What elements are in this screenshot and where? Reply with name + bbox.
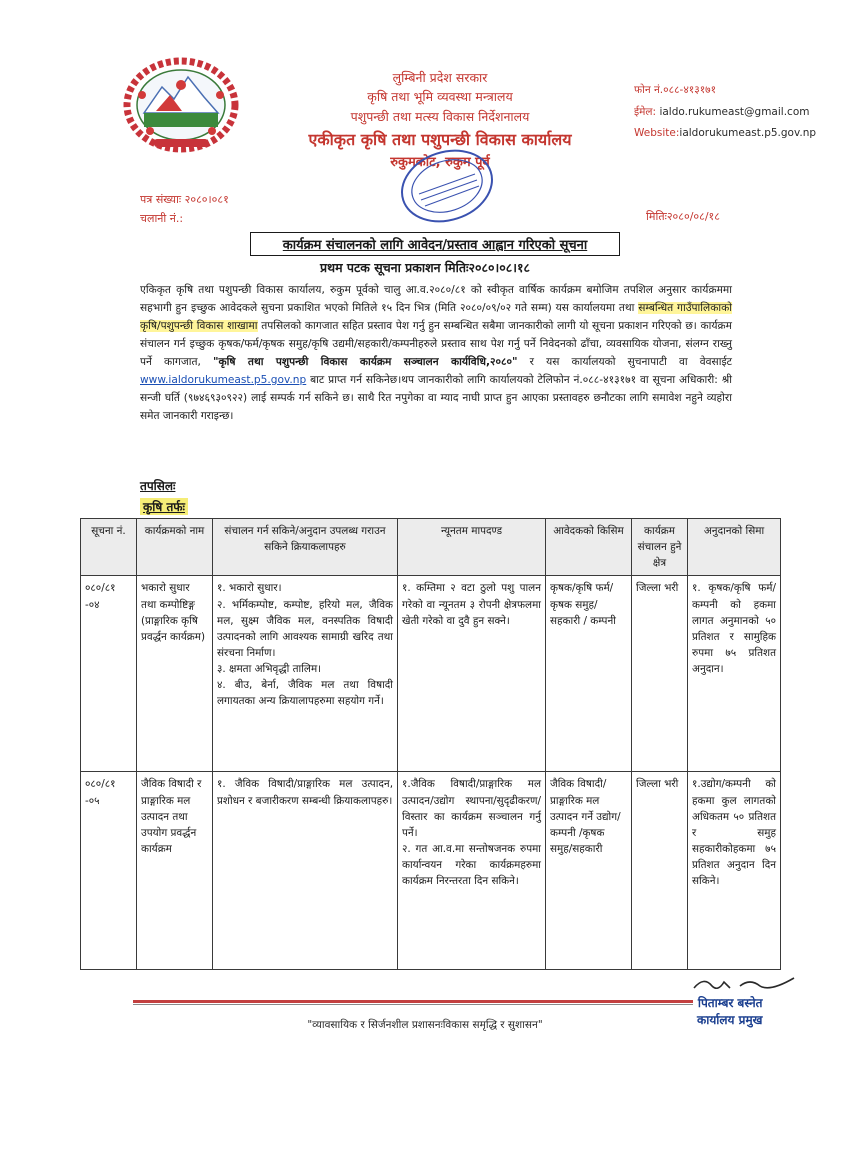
- criteria-cell: [398, 772, 546, 970]
- body-text-part: बाट प्राप्त गर्न सकिनेछ।थप जानकारीको लागि कार्यालयको टेलिफोन नं.०८८-४१३१७१ वा सूचना अधिकारी: श्री सन्जी घर्ति (९७४६९३०९२२) लाई सम्पर्क गर्न सकिने छ। साथै रित नपुगेका वा म्याद नाघी प्राप्त हुन आएका प्रस्तावहरु छनौटका लागि समावेश नहुने व्यहोरा समेत जानकारी गराइन्छ।: [140, 374, 732, 422]
- office-seal-stamp: [365, 148, 515, 230]
- footer-slogan: "व्यावसायिक र सिर्जनशील प्रशासनःविकास समृद्धि र सुशासन": [307, 1019, 543, 1031]
- applicant-type-cell: जैविक विषादी/प्राङ्गारिक मल उत्पादन गर्ने उद्योग/कम्पनी /कृषक समुह/सहकारी: [546, 772, 632, 970]
- government-emblem-icon: [122, 55, 240, 155]
- notice-body: [140, 281, 732, 425]
- column-header: कार्यक्रम संचालन हुने क्षेत्र: [632, 519, 688, 576]
- body-text-part: र यस कार्यालयको सुचनापाटी वा वेवसाईट: [517, 356, 732, 368]
- criteria-item: २. गत आ.व.मा सन्तोषजनक रुपमा कार्यान्वयन गरेका कार्यक्रमहरुमा कार्यक्रम निरन्तरता दिन सकिने।: [402, 842, 541, 888]
- ministry-name: कृषि तथा भूमि व्यवस्था मन्त्रालय: [367, 89, 513, 105]
- criteria-item: १.जैविक विषादी/प्राङ्गारिक मल उत्पादन/उद्योग स्थापना/सुदृढीकरण/विस्तार का कार्यक्रम सञ्चालन गर्नु पर्ने।: [402, 778, 541, 839]
- procedure-title: "कृषि तथा पशुपन्छी विकास कार्यक्रम सञ्चालन कार्यविधि,२०८०": [212, 356, 518, 368]
- table-header-row: [81, 519, 781, 576]
- email-link[interactable]: ialdo.rukumeast@gmail.com: [659, 105, 810, 118]
- notice-title: कार्यक्रम संचालनको लागि आवेदन/प्रस्ताव आह्वान गरिएको सूचना: [250, 232, 620, 256]
- activity-item: २. भर्मिकम्पोष्ट, कम्पोष्ट, हरियो मल, जैविक मल, सुक्ष्म जैविक मल, वनस्पतिक विषादी उत्पादनको लागि आवश्यक सामाग्री खरिद तथा संरचना निर्माण।: [217, 598, 393, 659]
- table-row: [81, 772, 781, 970]
- body-text-part: एकिकृत कृषि तथा पशुपन्छी विकास कार्यालय, रुकुम पूर्वको चालु आ.व.२०८०/८१ को स्वीकृत वार्षिक कार्यक्रम बमोजिम तपशिल अनुसार कार्यक्रममा सहभागी हुन इच्छुक आवेदकले सुचना प्रकाशित भएको मितिले १५ दिन भित्र (मिति २०८०/०९/०२ गते सम्म) यस कार्यालयमा तथा: [140, 284, 732, 314]
- column-header: आवेदकको किसिम: [546, 519, 632, 576]
- column-header: न्यूनतम मापदण्ड: [398, 519, 546, 576]
- applicant-type-cell: कृषक/कृषि फर्म/कृषक समुह/सहकारी / कम्पनी: [546, 576, 632, 772]
- directorate-name: पशुपन्छी तथा मत्स्य विकास निर्देशनालय: [350, 108, 530, 124]
- program-name-cell: भकारो सुधार तथा कम्पोष्टिङ्ग (प्राङ्गारिक कृषि प्रवर्द्धन कार्यक्रम): [137, 576, 213, 772]
- program-schedule-table: [80, 518, 781, 970]
- contact-block: [634, 80, 816, 145]
- activity-item: ३. क्षमता अभिवृद्धी तालिम।: [217, 663, 322, 675]
- table-row: [81, 576, 781, 772]
- activity-item: १. भकारो सुधार।: [217, 582, 282, 595]
- activity-item: ४. बीउ, बेर्ना, जैविक मल तथा विषादी लगायतका अन्य क्रियालापहरुमा सहयोग गर्ने।: [217, 679, 393, 708]
- office-location: रुकुमकोट, रुकुम पूर्व: [390, 154, 490, 170]
- column-header: सूचना नं.: [81, 519, 137, 576]
- website-link[interactable]: ialdorukumeast.p5.gov.np: [679, 127, 817, 140]
- email-row: [634, 102, 816, 124]
- notice-publication-date: प्रथम पटक सूचना प्रकाशन मितिः२०८०।०८।१८: [319, 260, 530, 275]
- body-text-part: तपसिलको कागजात सहित प्रस्ताव पेश गर्नु हुन सम्बन्धित सबैमा जानकारीको लागी यो सूचना प्रकाशन गरिएको छ। कार्यक्रम संचालन गर्न इच्छुक कृषक/फर्म/कृषक समुह/कृषि उद्यमी/सहकारी/कम्पनीहरुले प्रस्ताव साथ पेश गर्नु पर्ने निवेदनको ढाँचा, व्यवसायिक योजना, संलग्न राख्नु पर्ने कागजात,: [140, 320, 732, 368]
- notice-number-cell: ०८०/८१ -०५: [81, 772, 137, 970]
- activities-cell: [213, 772, 398, 970]
- activities-cell: [213, 576, 398, 772]
- program-name-cell: जैविक विषादी र प्राङ्गारिक मल उत्पादन तथा उपयोग प्रवर्द्धन कार्यक्रम: [137, 772, 213, 970]
- letter-number: पत्र संख्याः २०८०।०८१: [140, 193, 229, 206]
- column-header: संचालन गर्न सकिने/अनुदान उपलब्ध गराउन सकिने क्रियाकलापहरु: [213, 519, 398, 576]
- signatory-name: पिताम्बर बस्नेत: [697, 996, 763, 1010]
- grant-limit-cell: १.उद्योग/कम्पनी को हकमा कुल लागतको अधिकतम ५० प्रतिशत र समुह सहकारीकोहकमा ७५ प्रतिशत अनुदान दिन सकिने।: [688, 772, 781, 970]
- reference-block: [140, 190, 229, 229]
- letter-date: मितिः२०८०/०८/१८: [646, 210, 720, 223]
- column-header: कार्यक्रमको नाम: [137, 519, 213, 576]
- phone-number: फोन नं.०८८-४१३१७१: [634, 84, 717, 96]
- criteria-cell: [398, 576, 546, 772]
- footer-divider: [133, 1000, 693, 1003]
- program-area-cell: जिल्ला भरी: [632, 772, 688, 970]
- website-link-body[interactable]: www.ialdorukumeast.p5.gov.np: [140, 374, 307, 386]
- footer-divider-thin: [133, 1004, 693, 1005]
- notice-number-cell: ०८०/८१ -०४: [81, 576, 137, 772]
- activity-item: १. जैविक विषादी/प्राङ्गारिक मल उत्पादन, प्रशोधन र बजारीकरण सम्बन्धी क्रियाकलापहरु।: [217, 778, 393, 807]
- handwritten-signature-icon: [690, 972, 800, 994]
- program-area-cell: जिल्ला भरी: [632, 576, 688, 772]
- email-label: ईमेल:: [634, 105, 657, 118]
- schedule-heading: तपसिलः: [140, 479, 176, 493]
- website-row: [634, 123, 816, 145]
- office-name: एकीकृत कृषि तथा पशुपन्छी विकास कार्यालय: [308, 130, 572, 150]
- column-header: अनुदानको सिमा: [688, 519, 781, 576]
- agriculture-section-heading: कृषि तर्फः: [140, 498, 188, 515]
- grant-limit-cell: १. कृषक/कृषि फर्म/ कम्पनी को हकमा लागत अनुमानको ५० प्रतिशत र सामुहिक रुपमा ७५ प्रतिशत अनुदान।: [688, 576, 781, 772]
- province-name: लुम्बिनी प्रदेश सरकार: [392, 70, 488, 85]
- signatory-title: कार्यालय प्रमुख: [697, 1013, 763, 1028]
- criteria-item: १. कम्तिमा २ वटा ठुलो पशु पालन गरेको वा न्यूनतम ३ रोपनी क्षेत्रफलमा खेती गरेको वा दुवै हुन सक्ने।: [402, 582, 541, 627]
- website-label: Website:: [634, 127, 680, 140]
- body-highlight: सम्बन्धित गाउँपालिकाको कृषि/पशुपन्छी विकास शाखामा: [140, 302, 732, 332]
- dispatch-number: चलानी नं.:: [140, 212, 184, 226]
